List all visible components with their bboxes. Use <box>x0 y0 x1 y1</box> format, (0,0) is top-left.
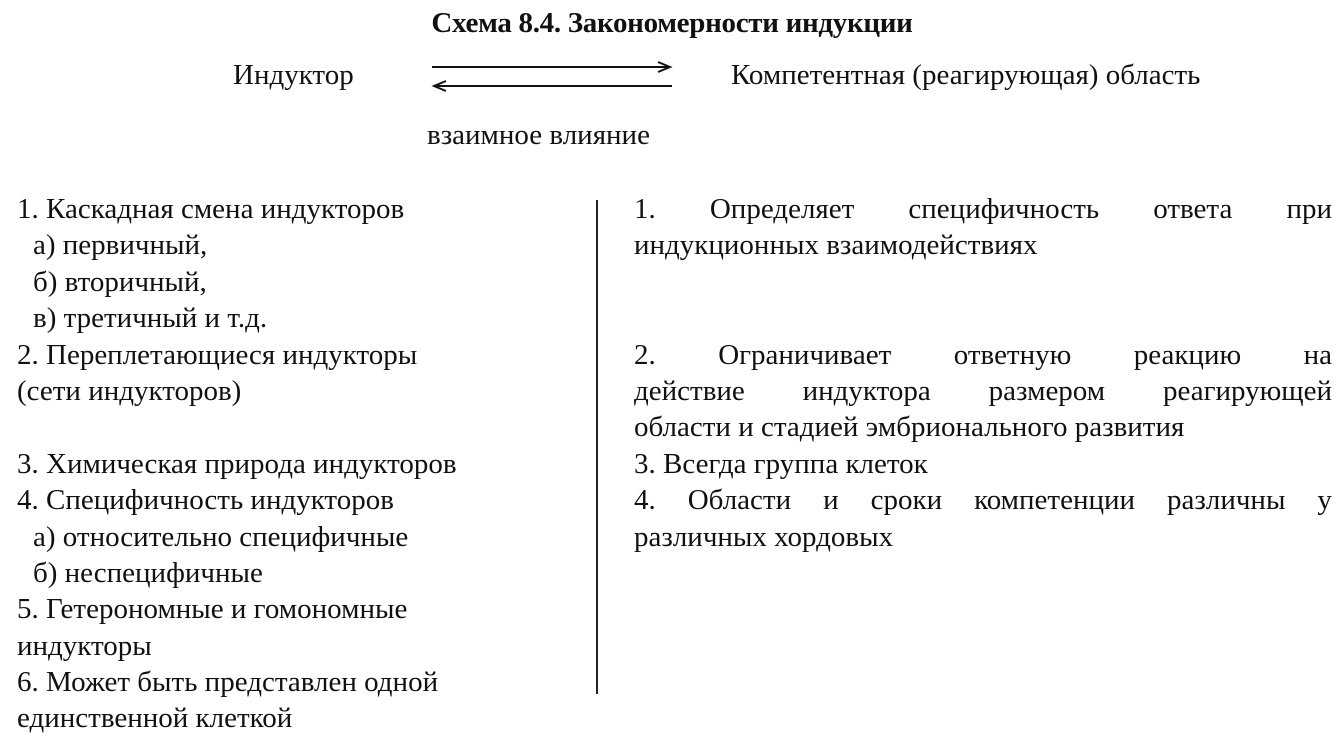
list-item-continuation: (сети индукторов) <box>17 374 242 407</box>
list-item-continuation: индукционных взаимодействиях <box>634 229 1038 262</box>
list-item-continuation: различных хордовых <box>634 520 894 553</box>
word: ответа <box>1153 193 1233 225</box>
list-item-continuation: единственной клеткой <box>17 702 293 735</box>
list-subitem: б) вторичный, <box>33 265 207 298</box>
word: специфичность <box>908 193 1100 225</box>
word: у <box>1317 484 1332 517</box>
list-item <box>634 482 1332 518</box>
list-item <box>634 191 1332 227</box>
word: Области <box>687 484 792 517</box>
list-subitem: б) неспецифичные <box>33 556 263 589</box>
list-item: 1. Каскадная смена индукторов <box>17 193 405 225</box>
word: 4. <box>634 484 656 517</box>
word: и <box>823 484 839 517</box>
word: Ограничивает <box>718 338 892 371</box>
word: Определяет <box>709 193 855 225</box>
list-item: 3. Всегда группа клеток <box>634 447 928 480</box>
inductor-label: Индуктор <box>233 59 354 91</box>
list-item-continuation <box>634 373 1332 409</box>
list-item: 3. Химическая природа индукторов <box>17 447 457 480</box>
competent-area-label: Компетентная (реагирующая) область <box>731 59 1201 91</box>
word: различны <box>1167 484 1286 517</box>
competence-properties-list <box>634 191 1332 555</box>
list-item: 2. Переплетающиеся индукторы <box>17 338 418 371</box>
list-subitem: в) третичный и т.д. <box>33 302 268 335</box>
word: реагирующей <box>1162 374 1332 407</box>
list-item-continuation: области и стадией эмбрионального развития <box>634 411 1185 444</box>
column-divider <box>596 200 598 694</box>
mutual-influence-label: взаимное влияние <box>427 119 650 151</box>
list-subitem: а) первичный, <box>33 229 208 262</box>
list-item: 5. Гетерономные и гомономные <box>17 593 408 626</box>
word: на <box>1303 338 1332 371</box>
word: индуктора <box>802 374 931 407</box>
double-arrow-bidirectional-icon <box>428 60 676 94</box>
word: действие <box>634 374 745 407</box>
list-subitem: а) относительно специфичные <box>33 520 409 553</box>
word: 2. <box>634 338 656 371</box>
word: ответную <box>953 338 1072 371</box>
inductor-properties-list <box>17 191 577 737</box>
word: размером <box>988 374 1106 407</box>
word: при <box>1286 193 1332 225</box>
list-item <box>634 337 1332 373</box>
word: реакцию <box>1133 338 1242 371</box>
scheme-title: Схема 8.4. Закономерности индукции <box>431 7 913 39</box>
list-item: 4. Специфичность индукторов <box>17 484 394 517</box>
word: сроки <box>870 484 943 517</box>
list-item: 6. Может быть представлен одной <box>17 666 439 699</box>
word: 1. <box>634 193 656 225</box>
list-item-continuation: индукторы <box>17 629 152 662</box>
word: компетенции <box>974 484 1136 517</box>
